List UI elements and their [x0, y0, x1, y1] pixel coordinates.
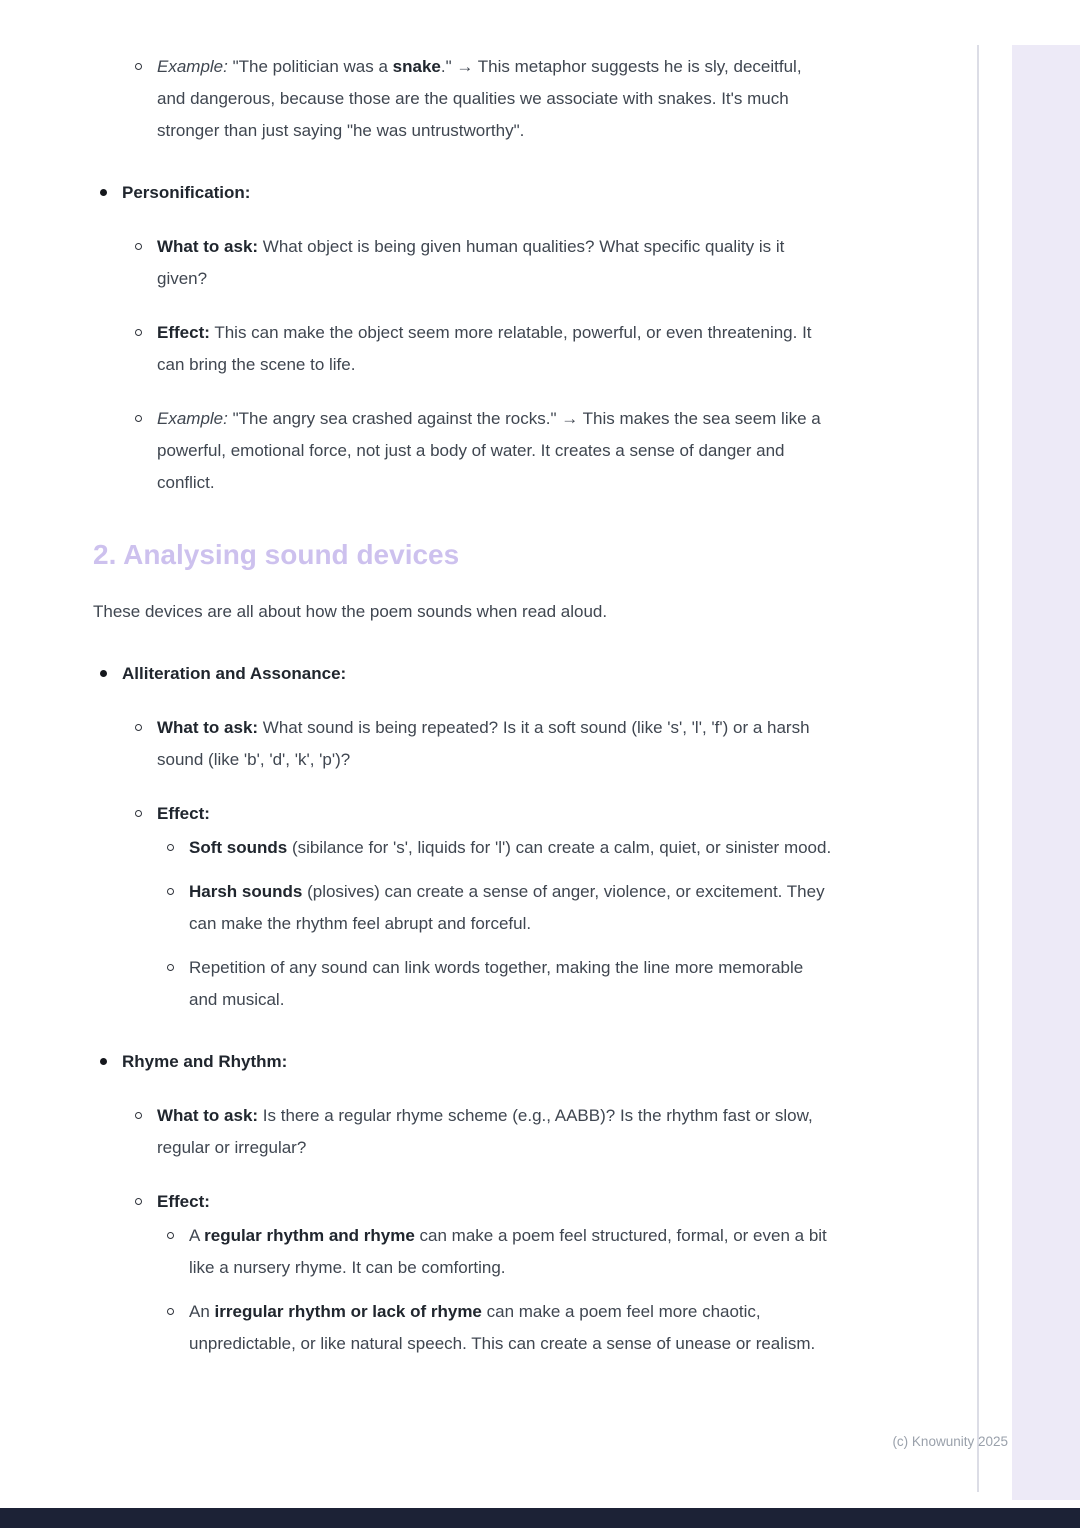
list-item-personification-effect — [135, 317, 832, 381]
list-item-text: What to ask: Is there a regular rhyme scheme (e.g., AABB)? Is the rhythm fast or slow, regular or irregular? — [157, 1106, 813, 1157]
bullet-disc-icon — [100, 670, 107, 677]
intro-paragraph: These devices are all about how the poem sounds when read aloud. — [93, 602, 608, 621]
bullet-circle-icon — [167, 844, 174, 851]
list-item-personification-example — [135, 403, 832, 499]
bullet-circle-icon — [135, 63, 142, 70]
bullet-circle-icon — [135, 810, 142, 817]
bullet-disc-icon — [100, 1058, 107, 1065]
list-item-text: Alliteration and Assonance: — [122, 664, 347, 683]
list-item-text: Soft sounds (sibilance for 's', liquids for 'l') can create a calm, quiet, or sinister mood. — [189, 838, 832, 857]
bullet-circle-icon — [135, 724, 142, 731]
bullet-circle-icon — [167, 964, 174, 971]
list-item-personification-title — [93, 177, 832, 209]
section-heading-sound-devices: 2. Analysing sound devices — [93, 539, 460, 570]
list-item-text: What to ask: What object is being given human qualities? What specific quality is it given? — [157, 237, 785, 288]
bullet-circle-icon — [167, 1308, 174, 1315]
bullet-circle-icon — [167, 1232, 174, 1239]
footer-credit: (c) Knowunity 2025 — [892, 1434, 1008, 1449]
list-item-irregular-rhythm — [167, 1296, 832, 1360]
bullet-circle-icon — [135, 415, 142, 422]
list-item-text: Personification: — [122, 183, 251, 202]
list-item-text: Effect: This can make the object seem more relatable, powerful, or even threatening. It can bring the scene to life. — [157, 323, 812, 374]
list-item-alliteration-what-to-ask — [135, 712, 832, 776]
side-panel-strip — [1012, 45, 1080, 1500]
bottom-bar — [0, 1508, 1080, 1528]
list-item-alliteration-title — [93, 658, 832, 690]
list-item-text: Rhyme and Rhythm: — [122, 1052, 288, 1071]
effect-sublist — [157, 1186, 832, 1360]
list-item-text: Example: "The politician was a snake." → This metaphor suggests he is sly, deceitful, and dangerous, because those are the qualities we associate with snakes. It's much stronger than just saying "he was untrustworthy". — [157, 57, 802, 140]
list-item-personification-what-to-ask — [135, 231, 832, 295]
list-item-regular-rhythm — [167, 1220, 832, 1284]
list-item-rhyme-title — [93, 1046, 832, 1078]
bullet-circle-icon — [135, 1112, 142, 1119]
bullet-circle-icon — [135, 1198, 142, 1205]
list-item-harsh-sounds — [167, 876, 832, 940]
effect-label: Effect: — [157, 804, 210, 823]
list-item-alliteration-effect-group — [135, 798, 832, 1016]
list-item-metaphor-example — [135, 51, 832, 147]
list-item-text: A regular rhythm and rhyme can make a poem feel structured, formal, or even a bit like a nursery rhyme. It can be comforting. — [189, 1226, 827, 1277]
list-item-text: Harsh sounds (plosives) can create a sense of anger, violence, or excitement. They can make the rhythm feel abrupt and forceful. — [189, 882, 825, 933]
bullet-circle-icon — [167, 888, 174, 895]
effect-label: Effect: — [157, 1192, 210, 1211]
list-item-rhyme-effect-group — [135, 1186, 832, 1360]
list-item-soft-sounds — [167, 832, 832, 864]
effect-sublist — [157, 798, 832, 1016]
bullet-circle-icon — [135, 243, 142, 250]
list-item-text: What to ask: What sound is being repeated? Is it a soft sound (like 's', 'l', 'f') or a harsh sound (like 'b', 'd', 'k', 'p')? — [157, 718, 810, 769]
bullet-circle-icon — [135, 329, 142, 336]
bullet-disc-icon — [100, 189, 107, 196]
page-edge-divider — [977, 45, 979, 1492]
list-item-text: An irregular rhythm or lack of rhyme can make a poem feel more chaotic, unpredictable, or like natural speech. This can create a sense of unease or realism. — [189, 1302, 816, 1353]
list-item-text: Example: "The angry sea crashed against the rocks." → This makes the sea seem like a powerful, emotional force, not just a body of water. It creates a sense of danger and conflict. — [157, 409, 821, 492]
list-item-text: Repetition of any sound can link words together, making the line more memorable and musical. — [189, 958, 804, 1009]
list-item-rhyme-what-to-ask — [135, 1100, 832, 1164]
list-item-repetition — [167, 952, 832, 1016]
